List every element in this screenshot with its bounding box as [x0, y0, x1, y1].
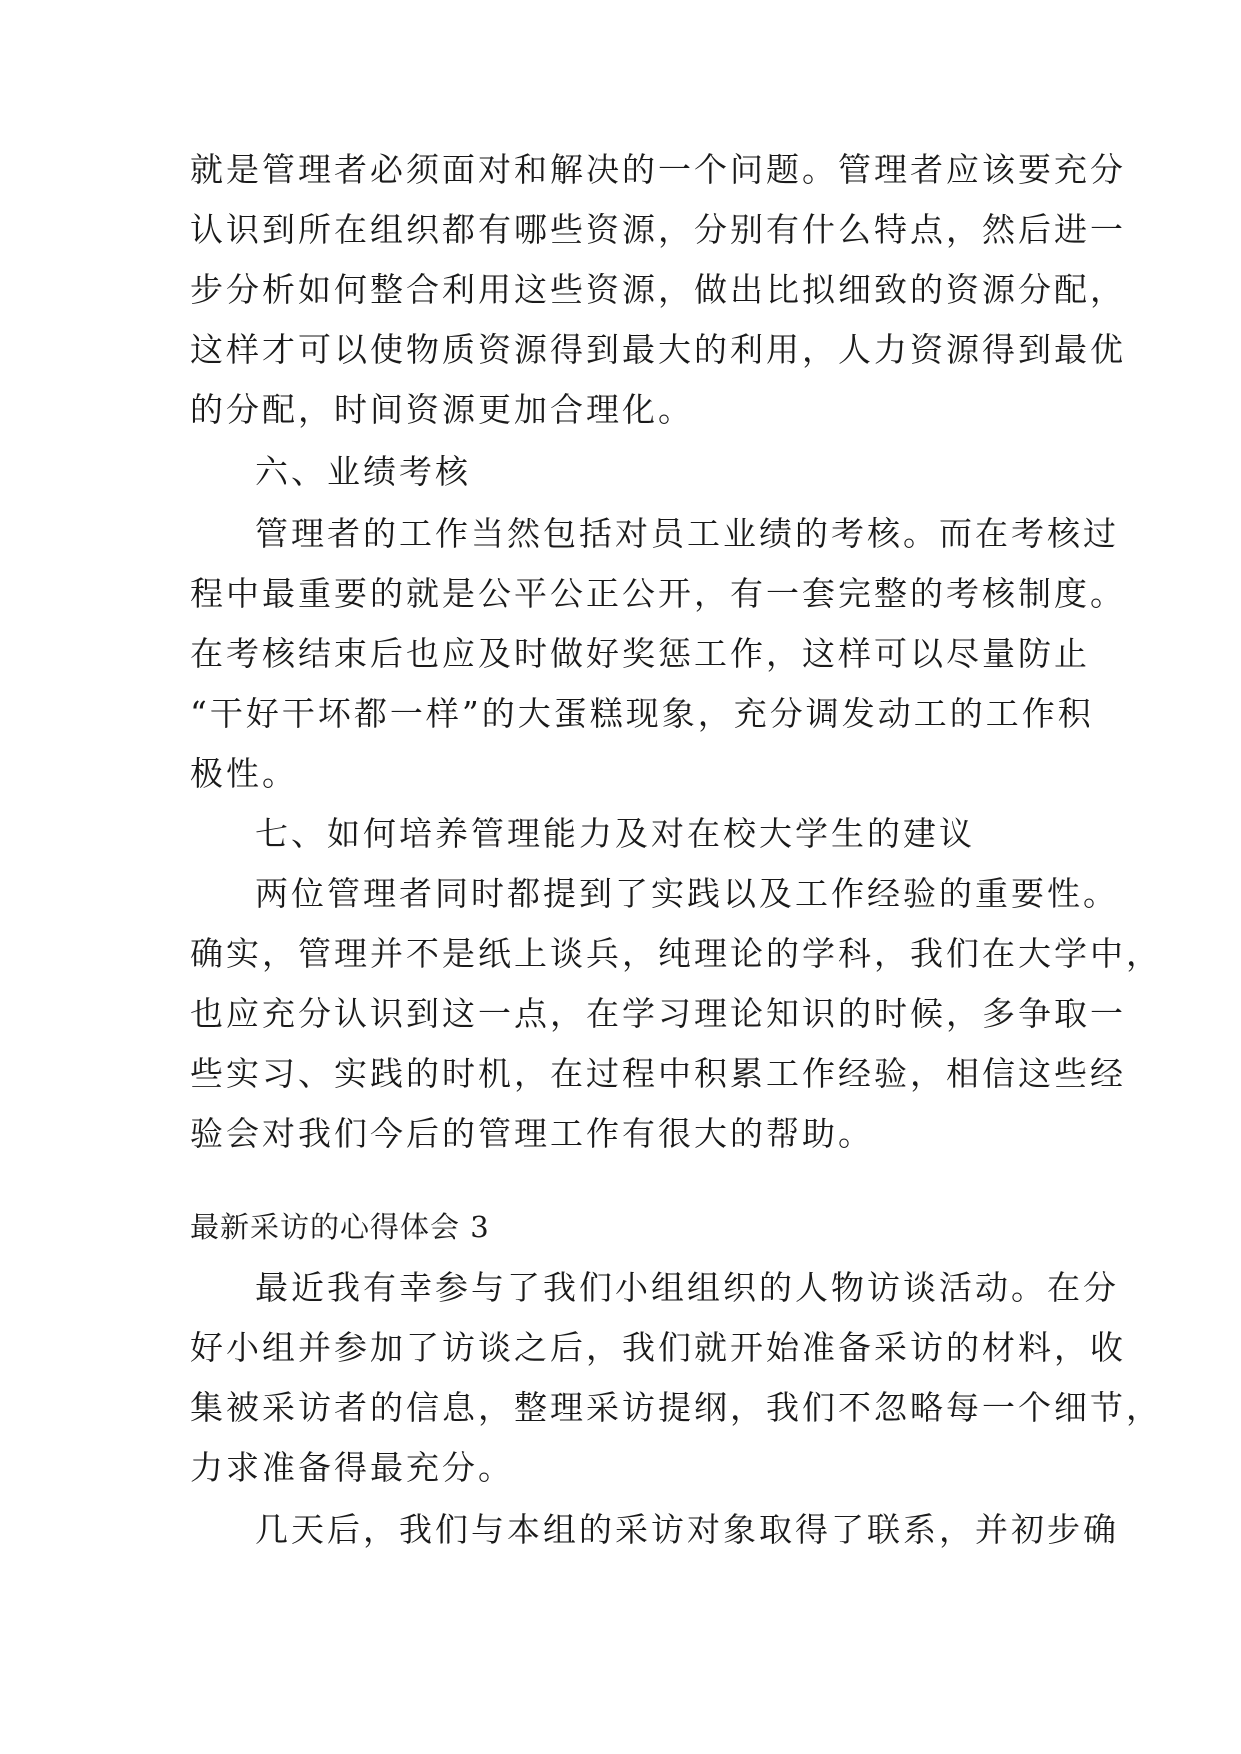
paragraph-line: “干好干坏都一样”的大蛋糕现象，充分调发动工的工作积 [190, 694, 1094, 733]
paragraph-line: 好小组并参加了访谈之后，我们就开始准备采访的材料，收 [190, 1328, 1126, 1367]
paragraph-line: 也应充分认识到这一点，在学习理论知识的时候，多争取一 [190, 994, 1126, 1033]
paragraph-line: 力求准备得最充分。 [190, 1448, 514, 1487]
paragraph-line: 两位管理者同时都提到了实践以及工作经验的重要性。 [255, 874, 1119, 913]
paragraph-line: 程中最重要的就是公平公正公开，有一套完整的考核制度。 [190, 574, 1126, 613]
paragraph-line: 集被采访者的信息，整理采访提纲，我们不忽略每一个细节， [190, 1388, 1162, 1427]
paragraph-line: 验会对我们今后的管理工作有很大的帮助。 [190, 1114, 874, 1153]
paragraph-line: 步分析如何整合利用这些资源，做出比拟细致的资源分配， [190, 270, 1126, 309]
article-title: 最新采访的心得体会 3 [190, 1210, 490, 1244]
paragraph-line: 极性。 [190, 754, 298, 793]
paragraph-line: 管理者的工作当然包括对员工业绩的考核。而在考核过 [255, 514, 1119, 553]
paragraph-line: 些实习、实践的时机，在过程中积累工作经验，相信这些经 [190, 1054, 1126, 1093]
paragraph-line: 的分配，时间资源更加合理化。 [190, 390, 694, 429]
section-heading: 六、业绩考核 [255, 452, 471, 491]
paragraph-line: 最近我有幸参与了我们小组组织的人物访谈活动。在分 [255, 1268, 1119, 1307]
paragraph-line: 在考核结束后也应及时做好奖惩工作，这样可以尽量防止 [190, 634, 1090, 673]
section-heading: 七、如何培养管理能力及对在校大学生的建议 [255, 814, 975, 853]
paragraph-line: 这样才可以使物质资源得到最大的利用，人力资源得到最优 [190, 330, 1126, 369]
paragraph-line: 就是管理者必须面对和解决的一个问题。管理者应该要充分 [190, 150, 1126, 189]
paragraph-line: 认识到所在组织都有哪些资源，分别有什么特点，然后进一 [190, 210, 1126, 249]
paragraph-line: 确实，管理并不是纸上谈兵，纯理论的学科，我们在大学中， [190, 934, 1162, 973]
paragraph-line: 几天后，我们与本组的采访对象取得了联系，并初步确 [255, 1510, 1119, 1549]
